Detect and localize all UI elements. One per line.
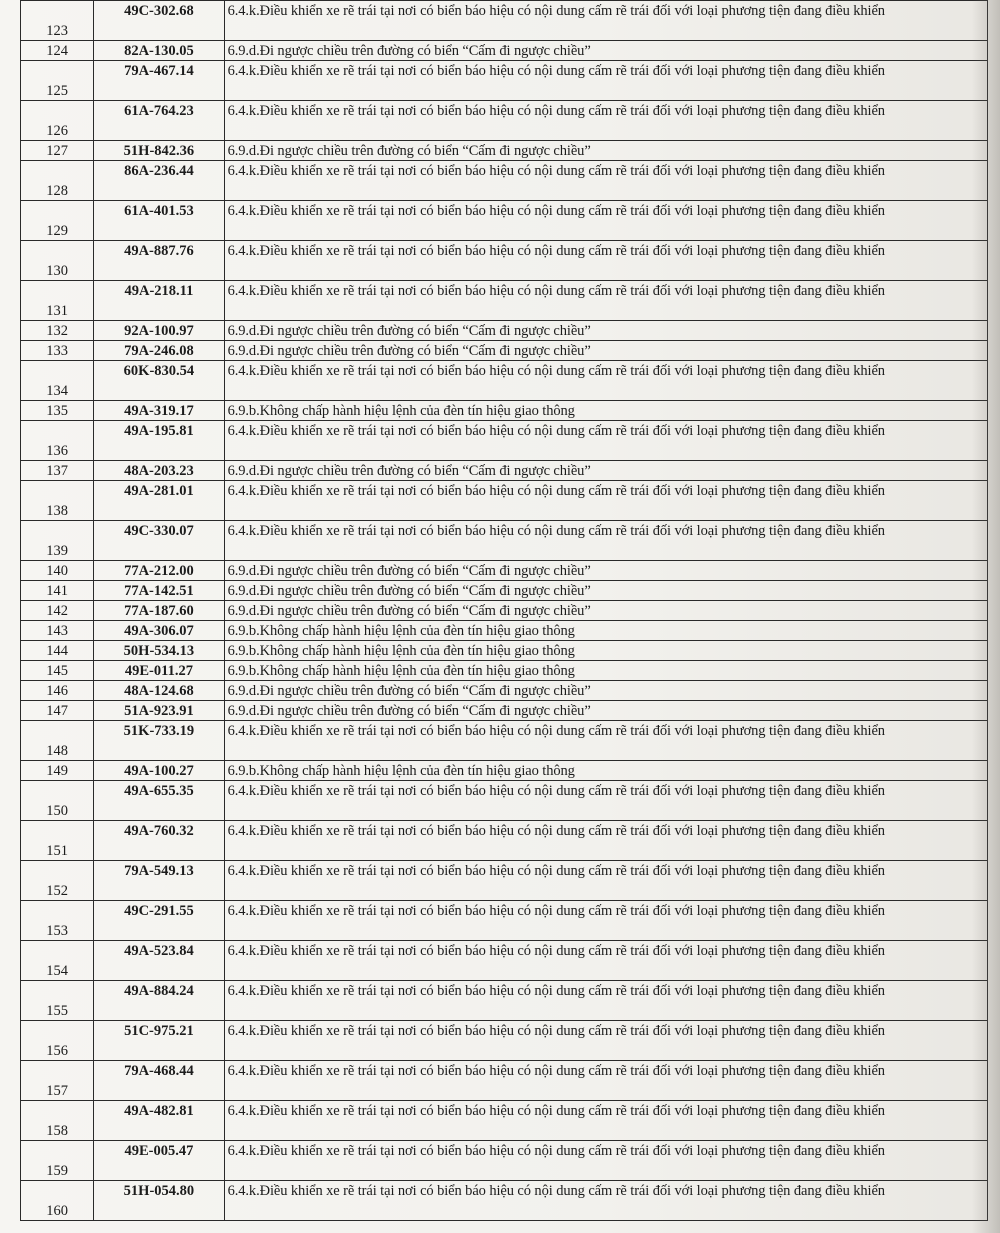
- row-number-cell: 156: [21, 1021, 94, 1061]
- row-number-cell: 123: [21, 1, 94, 41]
- row-number-cell: 153: [21, 901, 94, 941]
- violation-cell: 6.4.k.Điều khiển xe rẽ trái tại nơi có biển báo hiệu có nội dung cấm rẽ trái đối với loại phương tiện đang điều khiển: [224, 1181, 987, 1221]
- violation-cell: 6.4.k.Điều khiển xe rẽ trái tại nơi có biển báo hiệu có nội dung cấm rẽ trái đối với loại phương tiện đang điều khiển: [224, 981, 987, 1021]
- license-plate-cell: 49A-319.17: [94, 401, 224, 421]
- license-plate-cell: 49C-330.07: [94, 521, 224, 561]
- table-row: [21, 901, 988, 941]
- row-number-cell: 134: [21, 361, 94, 401]
- row-number-cell: 126: [21, 101, 94, 141]
- license-plate-cell: 50H-534.13: [94, 641, 224, 661]
- license-plate-cell: 51H-842.36: [94, 141, 224, 161]
- violation-cell: 6.9.b.Không chấp hành hiệu lệnh của đèn tín hiệu giao thông: [224, 621, 987, 641]
- row-number-cell: 151: [21, 821, 94, 861]
- table-row: [21, 941, 988, 981]
- table-row: [21, 821, 988, 861]
- row-number-cell: 157: [21, 1061, 94, 1101]
- license-plate-cell: 61A-764.23: [94, 101, 224, 141]
- table-row: [21, 41, 988, 61]
- violation-cell: 6.9.d.Đi ngược chiều trên đường có biển “Cấm đi ngược chiều”: [224, 41, 987, 61]
- license-plate-cell: 51K-733.19: [94, 721, 224, 761]
- row-number-cell: 137: [21, 461, 94, 481]
- table-row: [21, 721, 988, 761]
- table-row: [21, 161, 988, 201]
- violation-cell: 6.9.d.Đi ngược chiều trên đường có biển “Cấm đi ngược chiều”: [224, 561, 987, 581]
- table-row: [21, 101, 988, 141]
- license-plate-cell: 49C-291.55: [94, 901, 224, 941]
- license-plate-cell: 49A-887.76: [94, 241, 224, 281]
- license-plate-cell: 51A-923.91: [94, 701, 224, 721]
- violation-table-body: [21, 1, 988, 1221]
- table-row: [21, 461, 988, 481]
- license-plate-cell: 48A-124.68: [94, 681, 224, 701]
- row-number-cell: 158: [21, 1101, 94, 1141]
- violation-cell: 6.4.k.Điều khiển xe rẽ trái tại nơi có biển báo hiệu có nội dung cấm rẽ trái đối với loại phương tiện đang điều khiển: [224, 421, 987, 461]
- table-row: [21, 641, 988, 661]
- violation-cell: 6.4.k.Điều khiển xe rẽ trái tại nơi có biển báo hiệu có nội dung cấm rẽ trái đối với loại phương tiện đang điều khiển: [224, 361, 987, 401]
- row-number-cell: 124: [21, 41, 94, 61]
- license-plate-cell: 49A-306.07: [94, 621, 224, 641]
- table-row: [21, 981, 988, 1021]
- table-row: [21, 1061, 988, 1101]
- row-number-cell: 140: [21, 561, 94, 581]
- license-plate-cell: 49A-760.32: [94, 821, 224, 861]
- row-number-cell: 133: [21, 341, 94, 361]
- violation-cell: 6.9.d.Đi ngược chiều trên đường có biển “Cấm đi ngược chiều”: [224, 141, 987, 161]
- violation-cell: 6.4.k.Điều khiển xe rẽ trái tại nơi có biển báo hiệu có nội dung cấm rẽ trái đối với loại phương tiện đang điều khiển: [224, 201, 987, 241]
- violation-cell: 6.9.d.Đi ngược chiều trên đường có biển “Cấm đi ngược chiều”: [224, 461, 987, 481]
- table-row: [21, 361, 988, 401]
- table-row: [21, 601, 988, 621]
- table-row: [21, 701, 988, 721]
- table-row: [21, 661, 988, 681]
- license-plate-cell: 49E-011.27: [94, 661, 224, 681]
- row-number-cell: 143: [21, 621, 94, 641]
- violation-cell: 6.4.k.Điều khiển xe rẽ trái tại nơi có biển báo hiệu có nội dung cấm rẽ trái đối với loại phương tiện đang điều khiển: [224, 1021, 987, 1061]
- violation-cell: 6.9.d.Đi ngược chiều trên đường có biển “Cấm đi ngược chiều”: [224, 341, 987, 361]
- row-number-cell: 141: [21, 581, 94, 601]
- row-number-cell: 147: [21, 701, 94, 721]
- table-row: [21, 241, 988, 281]
- row-number-cell: 125: [21, 61, 94, 101]
- row-number-cell: 132: [21, 321, 94, 341]
- license-plate-cell: 77A-142.51: [94, 581, 224, 601]
- table-row: [21, 861, 988, 901]
- violation-cell: 6.9.b.Không chấp hành hiệu lệnh của đèn tín hiệu giao thông: [224, 661, 987, 681]
- license-plate-cell: 51H-054.80: [94, 1181, 224, 1221]
- row-number-cell: 138: [21, 481, 94, 521]
- violation-cell: 6.4.k.Điều khiển xe rẽ trái tại nơi có biển báo hiệu có nội dung cấm rẽ trái đối với loại phương tiện đang điều khiển: [224, 781, 987, 821]
- violation-cell: 6.4.k.Điều khiển xe rẽ trái tại nơi có biển báo hiệu có nội dung cấm rẽ trái đối với loại phương tiện đang điều khiển: [224, 1, 987, 41]
- row-number-cell: 145: [21, 661, 94, 681]
- violation-cell: 6.4.k.Điều khiển xe rẽ trái tại nơi có biển báo hiệu có nội dung cấm rẽ trái đối với loại phương tiện đang điều khiển: [224, 821, 987, 861]
- violation-cell: 6.4.k.Điều khiển xe rẽ trái tại nơi có biển báo hiệu có nội dung cấm rẽ trái đối với loại phương tiện đang điều khiển: [224, 941, 987, 981]
- row-number-cell: 139: [21, 521, 94, 561]
- violation-cell: 6.4.k.Điều khiển xe rẽ trái tại nơi có biển báo hiệu có nội dung cấm rẽ trái đối với loại phương tiện đang điều khiển: [224, 241, 987, 281]
- table-row: [21, 761, 988, 781]
- license-plate-cell: 60K-830.54: [94, 361, 224, 401]
- row-number-cell: 146: [21, 681, 94, 701]
- row-number-cell: 129: [21, 201, 94, 241]
- violation-cell: 6.4.k.Điều khiển xe rẽ trái tại nơi có biển báo hiệu có nội dung cấm rẽ trái đối với loại phương tiện đang điều khiển: [224, 61, 987, 101]
- row-number-cell: 154: [21, 941, 94, 981]
- table-row: [21, 281, 988, 321]
- table-row: [21, 401, 988, 421]
- table-row: [21, 1021, 988, 1061]
- row-number-cell: 159: [21, 1141, 94, 1181]
- violation-cell: 6.9.b.Không chấp hành hiệu lệnh của đèn tín hiệu giao thông: [224, 641, 987, 661]
- violation-table: [20, 0, 988, 1221]
- violation-cell: 6.9.d.Đi ngược chiều trên đường có biển “Cấm đi ngược chiều”: [224, 681, 987, 701]
- table-row: [21, 1101, 988, 1141]
- row-number-cell: 144: [21, 641, 94, 661]
- violation-cell: 6.9.d.Đi ngược chiều trên đường có biển “Cấm đi ngược chiều”: [224, 601, 987, 621]
- table-row: [21, 481, 988, 521]
- violation-cell: 6.4.k.Điều khiển xe rẽ trái tại nơi có biển báo hiệu có nội dung cấm rẽ trái đối với loại phương tiện đang điều khiển: [224, 1141, 987, 1181]
- violation-cell: 6.4.k.Điều khiển xe rẽ trái tại nơi có biển báo hiệu có nội dung cấm rẽ trái đối với loại phương tiện đang điều khiển: [224, 721, 987, 761]
- row-number-cell: 128: [21, 161, 94, 201]
- license-plate-cell: 48A-203.23: [94, 461, 224, 481]
- table-row: [21, 421, 988, 461]
- license-plate-cell: 49A-655.35: [94, 781, 224, 821]
- violation-cell: 6.9.d.Đi ngược chiều trên đường có biển “Cấm đi ngược chiều”: [224, 581, 987, 601]
- license-plate-cell: 51C-975.21: [94, 1021, 224, 1061]
- license-plate-cell: 49A-281.01: [94, 481, 224, 521]
- license-plate-cell: 61A-401.53: [94, 201, 224, 241]
- license-plate-cell: 49A-195.81: [94, 421, 224, 461]
- table-row: [21, 1, 988, 41]
- table-row: [21, 341, 988, 361]
- row-number-cell: 127: [21, 141, 94, 161]
- license-plate-cell: 49A-218.11: [94, 281, 224, 321]
- violation-cell: 6.9.d.Đi ngược chiều trên đường có biển “Cấm đi ngược chiều”: [224, 321, 987, 341]
- table-row: [21, 201, 988, 241]
- table-row: [21, 521, 988, 561]
- table-row: [21, 681, 988, 701]
- row-number-cell: 148: [21, 721, 94, 761]
- license-plate-cell: 49A-884.24: [94, 981, 224, 1021]
- license-plate-cell: 79A-467.14: [94, 61, 224, 101]
- table-row: [21, 561, 988, 581]
- license-plate-cell: 77A-212.00: [94, 561, 224, 581]
- table-row: [21, 1141, 988, 1181]
- row-number-cell: 130: [21, 241, 94, 281]
- row-number-cell: 142: [21, 601, 94, 621]
- violation-cell: 6.9.b.Không chấp hành hiệu lệnh của đèn tín hiệu giao thông: [224, 401, 987, 421]
- license-plate-cell: 77A-187.60: [94, 601, 224, 621]
- row-number-cell: 152: [21, 861, 94, 901]
- license-plate-cell: 49A-100.27: [94, 761, 224, 781]
- table-row: [21, 781, 988, 821]
- violation-cell: 6.4.k.Điều khiển xe rẽ trái tại nơi có biển báo hiệu có nội dung cấm rẽ trái đối với loại phương tiện đang điều khiển: [224, 1061, 987, 1101]
- license-plate-cell: 49C-302.68: [94, 1, 224, 41]
- license-plate-cell: 82A-130.05: [94, 41, 224, 61]
- row-number-cell: 150: [21, 781, 94, 821]
- violation-cell: 6.4.k.Điều khiển xe rẽ trái tại nơi có biển báo hiệu có nội dung cấm rẽ trái đối với loại phương tiện đang điều khiển: [224, 281, 987, 321]
- row-number-cell: 135: [21, 401, 94, 421]
- license-plate-cell: 49A-523.84: [94, 941, 224, 981]
- row-number-cell: 136: [21, 421, 94, 461]
- row-number-cell: 160: [21, 1181, 94, 1221]
- license-plate-cell: 92A-100.97: [94, 321, 224, 341]
- table-row: [21, 581, 988, 601]
- violation-cell: 6.4.k.Điều khiển xe rẽ trái tại nơi có biển báo hiệu có nội dung cấm rẽ trái đối với loại phương tiện đang điều khiển: [224, 161, 987, 201]
- license-plate-cell: 79A-549.13: [94, 861, 224, 901]
- license-plate-cell: 86A-236.44: [94, 161, 224, 201]
- violation-cell: 6.4.k.Điều khiển xe rẽ trái tại nơi có biển báo hiệu có nội dung cấm rẽ trái đối với loại phương tiện đang điều khiển: [224, 521, 987, 561]
- table-row: [21, 321, 988, 341]
- violation-cell: 6.9.b.Không chấp hành hiệu lệnh của đèn tín hiệu giao thông: [224, 761, 987, 781]
- violation-cell: 6.4.k.Điều khiển xe rẽ trái tại nơi có biển báo hiệu có nội dung cấm rẽ trái đối với loại phương tiện đang điều khiển: [224, 861, 987, 901]
- violation-cell: 6.4.k.Điều khiển xe rẽ trái tại nơi có biển báo hiệu có nội dung cấm rẽ trái đối với loại phương tiện đang điều khiển: [224, 901, 987, 941]
- license-plate-cell: 79A-468.44: [94, 1061, 224, 1101]
- table-row: [21, 141, 988, 161]
- violation-cell: 6.9.d.Đi ngược chiều trên đường có biển “Cấm đi ngược chiều”: [224, 701, 987, 721]
- violation-cell: 6.4.k.Điều khiển xe rẽ trái tại nơi có biển báo hiệu có nội dung cấm rẽ trái đối với loại phương tiện đang điều khiển: [224, 481, 987, 521]
- table-row: [21, 621, 988, 641]
- license-plate-cell: 49A-482.81: [94, 1101, 224, 1141]
- license-plate-cell: 79A-246.08: [94, 341, 224, 361]
- violation-cell: 6.4.k.Điều khiển xe rẽ trái tại nơi có biển báo hiệu có nội dung cấm rẽ trái đối với loại phương tiện đang điều khiển: [224, 1101, 987, 1141]
- row-number-cell: 149: [21, 761, 94, 781]
- table-row: [21, 1181, 988, 1221]
- license-plate-cell: 49E-005.47: [94, 1141, 224, 1181]
- row-number-cell: 131: [21, 281, 94, 321]
- row-number-cell: 155: [21, 981, 94, 1021]
- table-row: [21, 61, 988, 101]
- violation-cell: 6.4.k.Điều khiển xe rẽ trái tại nơi có biển báo hiệu có nội dung cấm rẽ trái đối với loại phương tiện đang điều khiển: [224, 101, 987, 141]
